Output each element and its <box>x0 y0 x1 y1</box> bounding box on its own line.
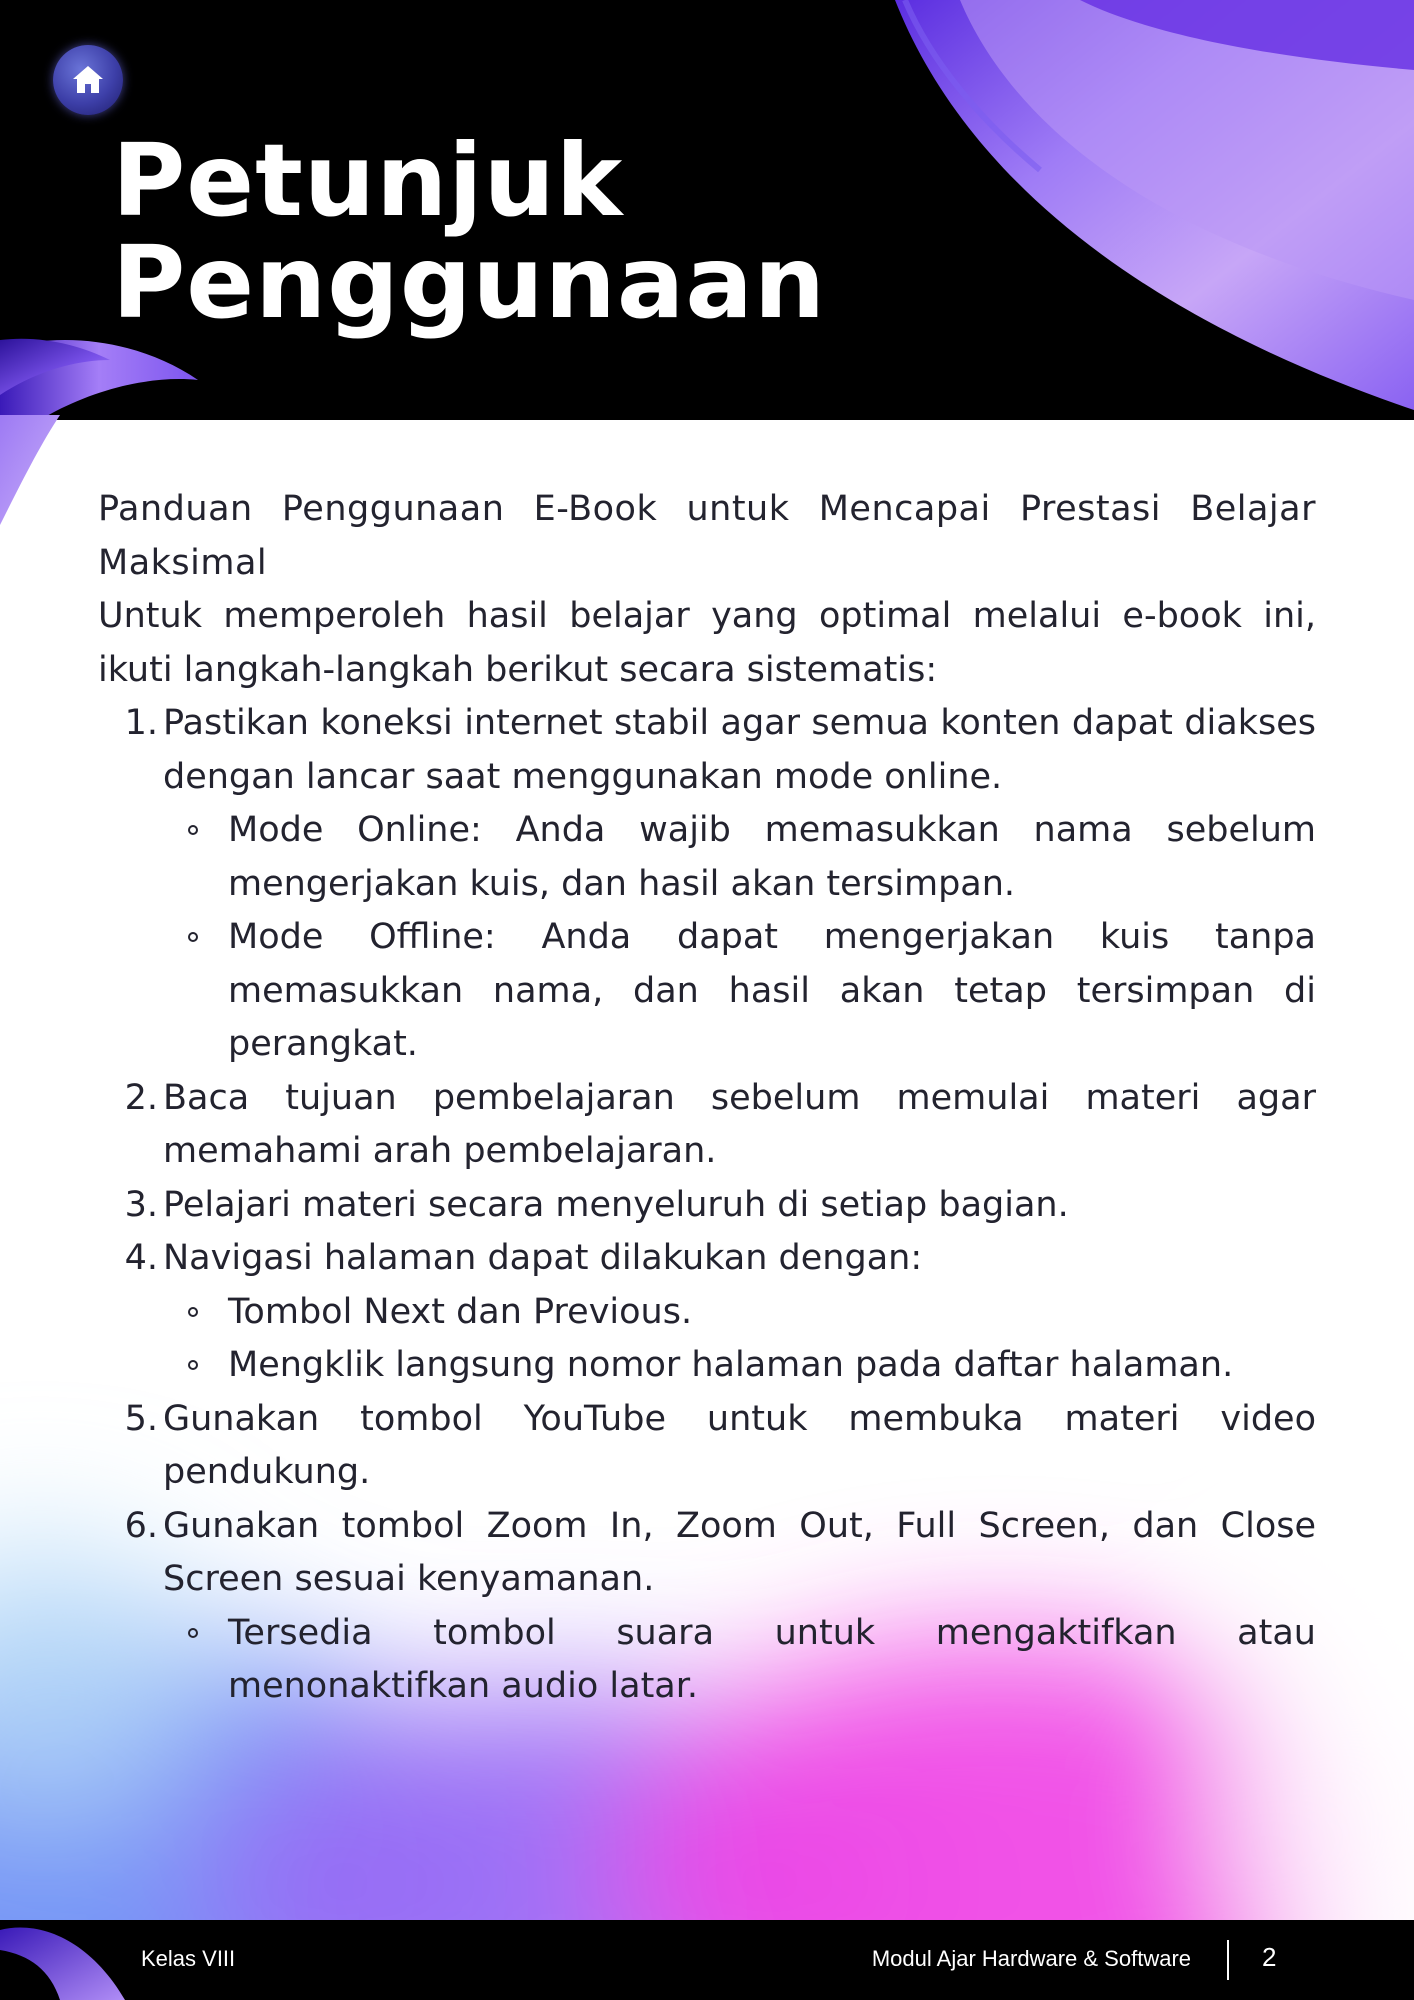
step-text: Baca tujuan pembelajaran sebelum memulai materi agar memahami arah pembelajaran. <box>163 1077 1316 1171</box>
circle-bullet-icon <box>188 932 198 942</box>
sub-list <box>163 1607 1316 1714</box>
step-number: 3. <box>124 1184 158 1225</box>
circle-bullet-icon <box>188 1360 198 1370</box>
sub-item-text: Mode Offline: Anda dapat mengerjakan kuis tanpa memasukkan nama, dan hasil akan tetap tersimpan di perangkat. <box>228 917 1316 1064</box>
circle-bullet-icon <box>188 825 198 835</box>
sub-list <box>163 804 1316 1072</box>
step-number: 2. <box>124 1077 158 1118</box>
page-footer <box>0 1920 1414 2000</box>
instructions-content <box>98 483 1316 1714</box>
footer-swoosh-decoration <box>0 1920 130 2000</box>
footer-divider <box>1227 1940 1229 1980</box>
footer-module-title: Modul Ajar Hardware & Software <box>871 1946 1191 1971</box>
sub-list-item <box>163 911 1316 1072</box>
home-button[interactable] <box>53 45 123 115</box>
step-text: Pastikan koneksi internet stabil agar semua konten dapat diakses dengan lancar saat menggunakan mode online. <box>163 703 1316 797</box>
page-title <box>112 122 827 341</box>
step-number: 1. <box>124 703 158 743</box>
circle-bullet-icon <box>188 1628 198 1638</box>
home-icon <box>70 62 106 98</box>
sub-item-text: Mode Online: Anda wajib memasukkan nama sebelum mengerjakan kuis, dan hasil akan tersimpan. <box>228 810 1316 904</box>
step-number: 4. <box>124 1238 158 1278</box>
steps-list <box>98 697 1316 1714</box>
sub-item-text: Tombol Next dan Previous. <box>228 1291 693 1332</box>
page-title-line-2: Penggunaan <box>112 224 827 341</box>
sub-item-text: Mengklik langsung nomor halaman pada daftar halaman. <box>228 1345 1234 1385</box>
page-number: 2 <box>1262 1942 1277 1972</box>
sub-list-item <box>163 804 1316 911</box>
step-text: Gunakan tombol Zoom In, Zoom Out, Full Screen, dan Close Screen sesuai kenyamanan. <box>163 1505 1316 1599</box>
list-item <box>98 1232 1316 1393</box>
step-text: Navigasi halaman dapat dilakukan dengan: <box>163 1238 923 1278</box>
sub-list-item <box>163 1339 1316 1393</box>
sub-list <box>163 1286 1316 1393</box>
intro-text: Untuk memperoleh hasil belajar yang optimal melalui e-book ini, ikuti langkah-langkah berikut secara sistematis: <box>98 596 1316 690</box>
sub-list-item <box>163 1607 1316 1714</box>
page-header <box>0 0 1414 420</box>
left-swoosh-decoration <box>0 415 100 525</box>
intro-title: Panduan Penggunaan E-Book untuk Mencapai Prestasi Belajar Maksimal <box>98 489 1316 583</box>
list-item <box>98 1072 1316 1179</box>
list-item <box>98 1393 1316 1500</box>
circle-bullet-icon <box>188 1307 198 1317</box>
page-title-line-1: Petunjuk <box>112 122 624 239</box>
list-item <box>98 1179 1316 1233</box>
step-text: Gunakan tombol YouTube untuk membuka materi video pendukung. <box>163 1398 1316 1492</box>
sub-item-text: Tersedia tombol suara untuk mengaktifkan atau menonaktifkan audio latar. <box>228 1612 1316 1706</box>
footer-class-label: Kelas VIII <box>141 1946 236 1971</box>
sub-list-item <box>163 1286 1316 1340</box>
list-item <box>98 1500 1316 1714</box>
list-item <box>98 697 1316 1072</box>
step-number: 5. <box>124 1398 158 1439</box>
step-text: Pelajari materi secara menyeluruh di setiap bagian. <box>163 1184 1069 1225</box>
step-number: 6. <box>124 1505 158 1546</box>
